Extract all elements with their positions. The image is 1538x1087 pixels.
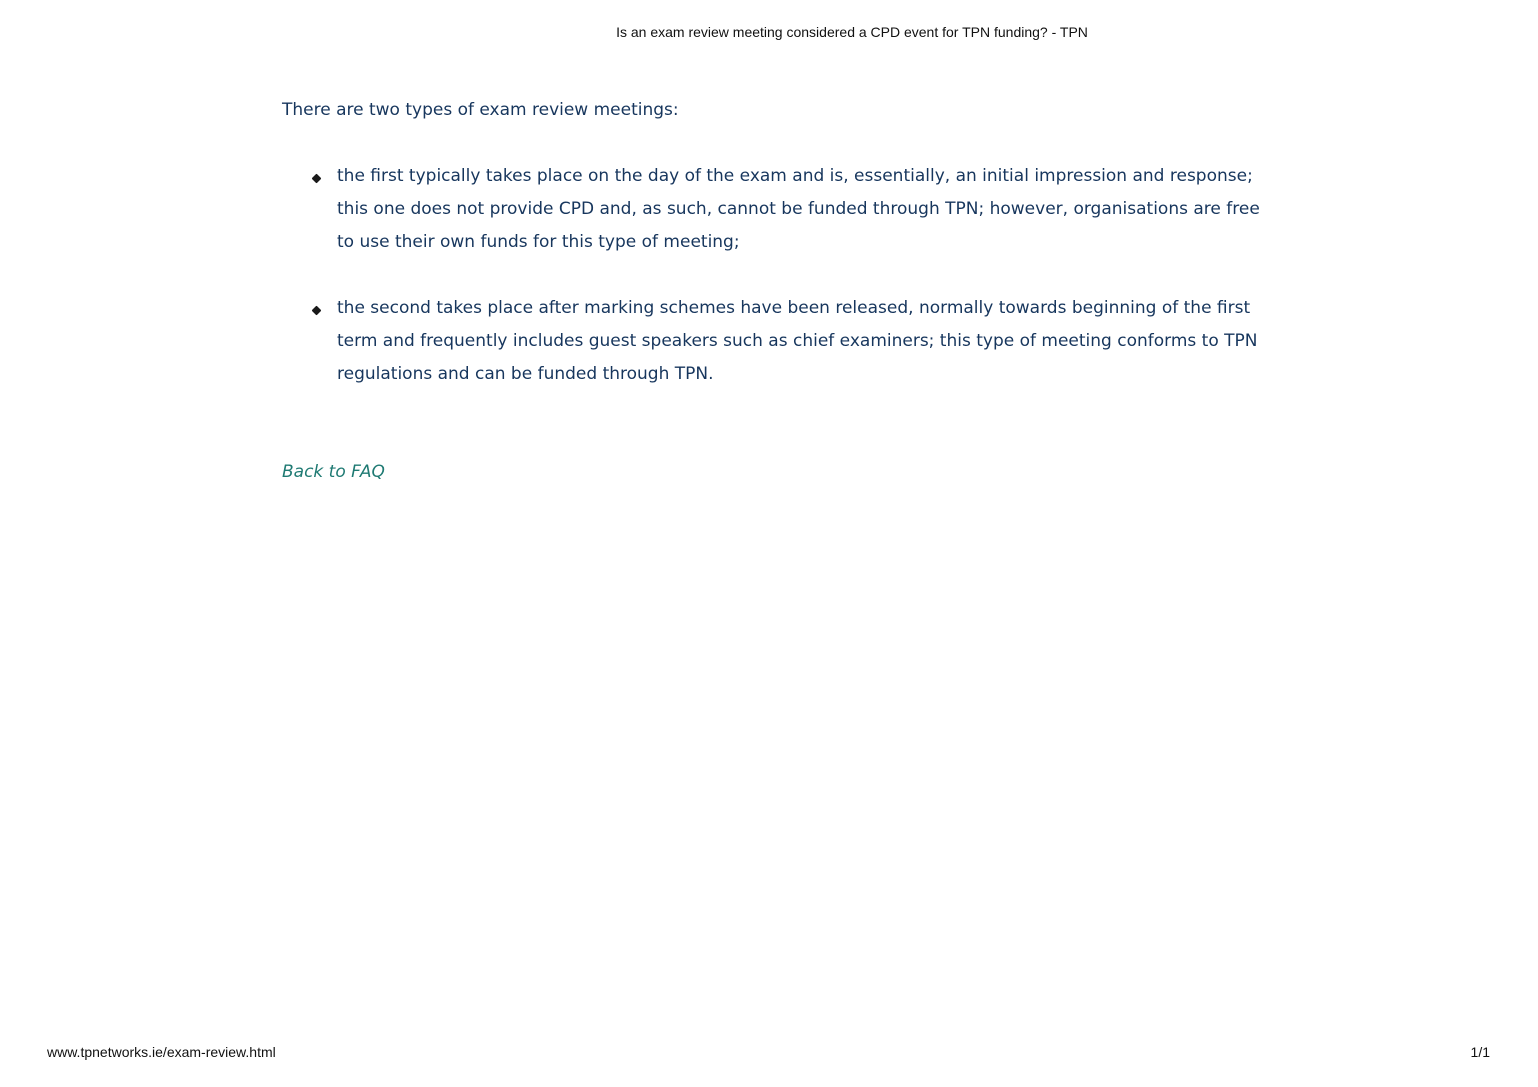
article-content	[282, 94, 1272, 489]
bullet-text: the second takes place after marking schemes have been released, normally towards beginning of the first term and frequently includes guest speakers such as chief examiners; this type of meeting conforms to TPN regulations and can be funded through TPN.	[337, 298, 1258, 384]
bullet-icon	[312, 306, 322, 316]
list-item	[282, 292, 1272, 391]
print-footer-page-number: 1/1	[1470, 1044, 1490, 1060]
print-footer-url: www.tpnetworks.ie/exam-review.html	[47, 1044, 276, 1060]
print-header-title: Is an exam review meeting considered a CPD event for TPN funding? - TPN	[616, 24, 1088, 40]
bullet-list	[282, 160, 1272, 391]
back-to-faq-link[interactable]: Back to FAQ	[282, 462, 385, 482]
intro-paragraph: There are two types of exam review meetings:	[282, 100, 679, 120]
bullet-icon	[312, 174, 322, 184]
list-item	[282, 160, 1272, 259]
bullet-text: the first typically takes place on the day of the exam and is, essentially, an initial impression and response; this one does not provide CPD and, as such, cannot be funded through TPN; however, organisations are free to use their own funds for this type of meeting;	[337, 166, 1260, 252]
